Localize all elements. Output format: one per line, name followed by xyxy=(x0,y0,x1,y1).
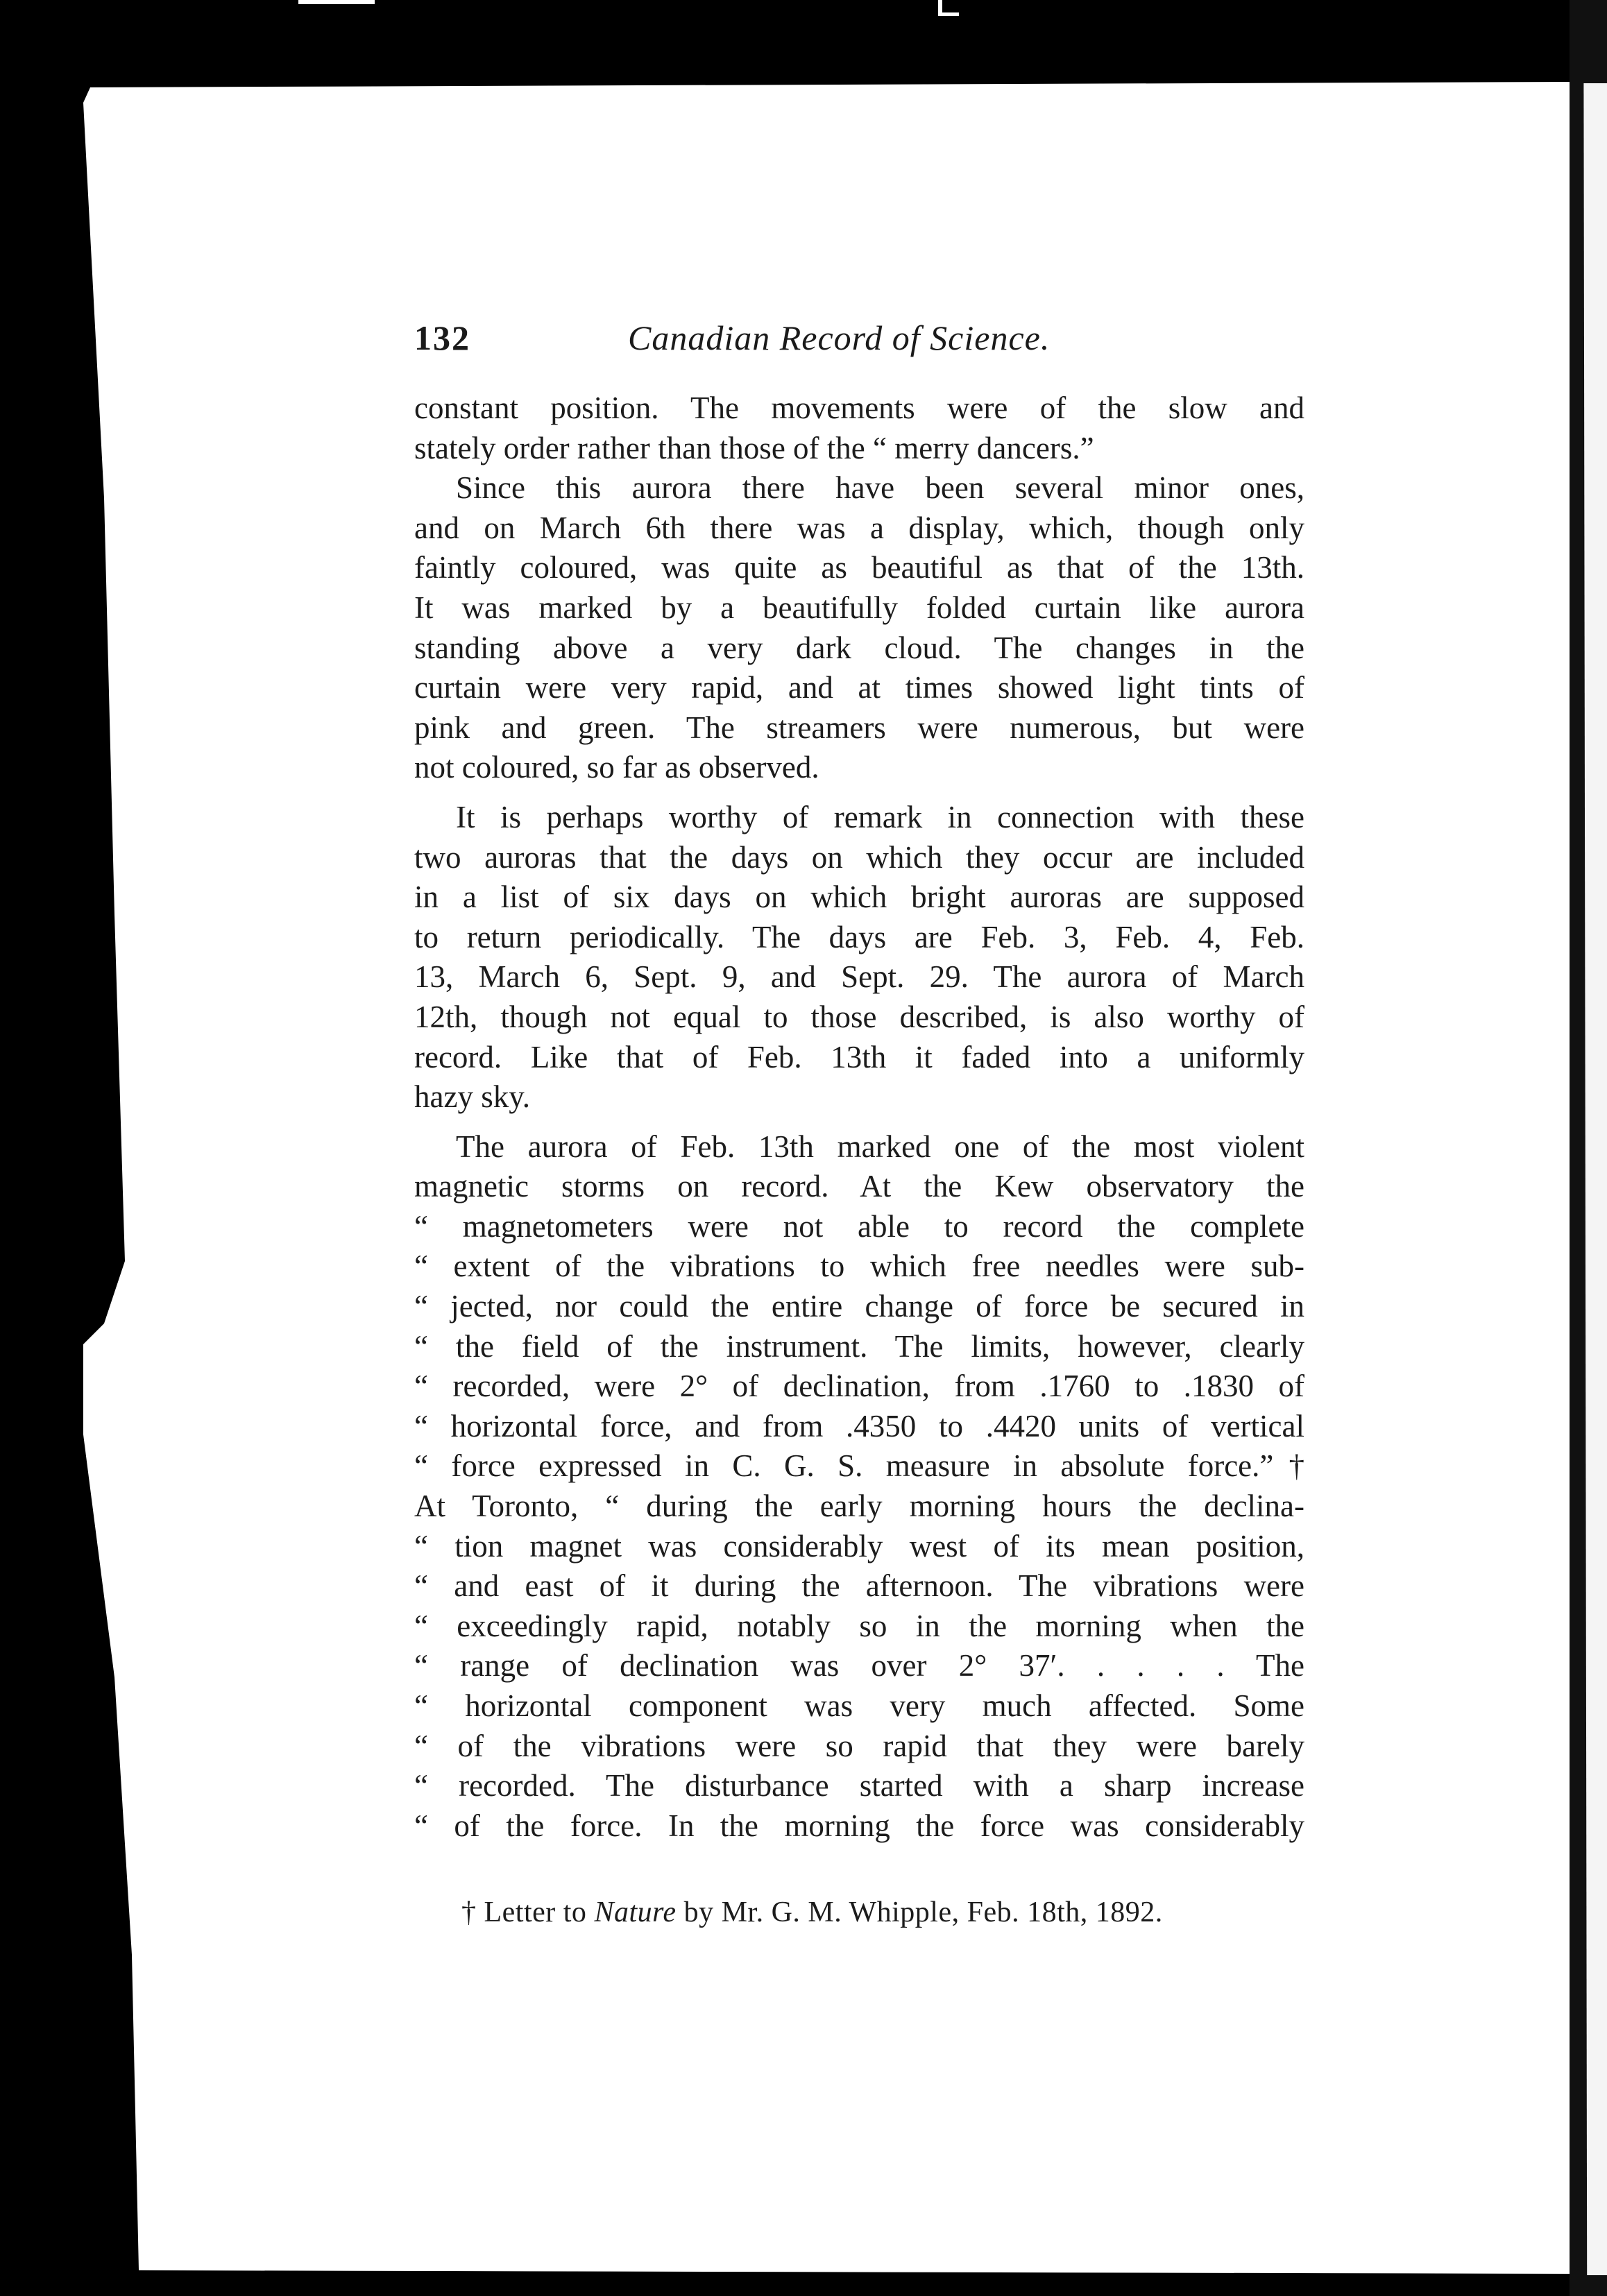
text-line: constant position. The movements were of the slow and xyxy=(414,391,1304,425)
text-line: 13, March 6, Sept. 9, and Sept. 29. The aurora of March xyxy=(414,959,1304,995)
running-title: Canadian Record of Science. xyxy=(628,318,1051,357)
text-line: “ magnetometers were not able to record the complete xyxy=(414,1208,1304,1244)
text-line: The aurora of Feb. 13th marked one of the most violent xyxy=(456,1129,1304,1164)
text-line: standing above a very dark cloud. The changes in the xyxy=(414,630,1304,665)
text-line: “ range of declination was over 2° 37′. . . . . The xyxy=(414,1648,1304,1684)
text-line: “ tion magnet was considerably west of its mean position, xyxy=(414,1528,1304,1563)
text-line: in a list of six days on which bright auroras are supposed xyxy=(414,880,1304,915)
footnote-journal: Nature xyxy=(594,1896,677,1928)
footnote xyxy=(461,1896,1163,1929)
text-line: “ force expressed in C. G. S. measure in absolute force.”† xyxy=(414,1448,1304,1484)
page-number: 132 xyxy=(414,318,470,357)
text-line: not coloured, so far as observed. xyxy=(414,750,819,785)
text-line: stately order rather than those of the “ merry dancers.” xyxy=(414,430,1094,465)
text-line: two auroras that the days on which they occur are included xyxy=(414,839,1304,875)
text-line: 12th, though not equal to those described, is also worthy of xyxy=(414,999,1304,1034)
text-line: Since this aurora there have been several minor ones, xyxy=(456,470,1304,506)
text-line: “ recorded, were 2° of declination, from .1760 to .1830 of xyxy=(414,1369,1304,1404)
text-line: to return periodically. The days are Feb. 3, Feb. 4, Feb. xyxy=(414,919,1304,954)
text-line: “ exceedingly rapid, notably so in the morning when the xyxy=(414,1608,1304,1643)
text-line: magnetic storms on record. At the Kew observatory the xyxy=(414,1169,1304,1204)
text-line: faintly coloured, was quite as beautiful as that of the 13th. xyxy=(414,550,1304,585)
text-line: “ horizontal component was very much affected. Some xyxy=(414,1688,1304,1723)
scan-speck xyxy=(938,12,959,16)
footnote-prefix: † Letter to xyxy=(461,1896,595,1928)
text-line: At Toronto, “ during the early morning hours the declina- xyxy=(414,1489,1304,1524)
text-line: It was marked by a beautifully folded curtain like aurora xyxy=(414,590,1304,625)
text-line: pink and green. The streamers were numerous, but were xyxy=(414,710,1304,745)
text-line: “ of the force. In the morning the force was considerably xyxy=(414,1808,1304,1843)
body-text xyxy=(414,388,1304,1846)
text-line: “ the field of the instrument. The limits, however, clearly xyxy=(414,1328,1304,1364)
text-line: “ of the vibrations were so rapid that they were barely xyxy=(414,1728,1304,1763)
scan-speck xyxy=(298,0,375,4)
running-header xyxy=(414,318,1304,366)
text-line: “ horizontal force, and from .4350 to .4420 units of vertical xyxy=(414,1408,1304,1443)
text-line: It is perhaps worthy of remark in connection with these xyxy=(456,799,1304,834)
text-line: and on March 6th there was a display, which, though only xyxy=(414,510,1304,545)
text-line: “ jected, nor could the entire change of force be secured in xyxy=(414,1289,1304,1324)
text-line: record. Like that of Feb. 13th it faded into a uniformly xyxy=(414,1039,1304,1074)
text-line: hazy sky. xyxy=(414,1079,531,1115)
text-line: curtain were very rapid, and at times showed light tints of xyxy=(414,670,1304,705)
footnote-suffix: by Mr. G. M. Whipple, Feb. 18th, 1892. xyxy=(676,1896,1163,1928)
text-line: “ extent of the vibrations to which free needles were sub- xyxy=(414,1249,1304,1284)
text-line: “ recorded. The disturbance started with a sharp increase xyxy=(414,1768,1304,1804)
text-line: “ and east of it during the afternoon. The vibrations were xyxy=(414,1568,1304,1604)
